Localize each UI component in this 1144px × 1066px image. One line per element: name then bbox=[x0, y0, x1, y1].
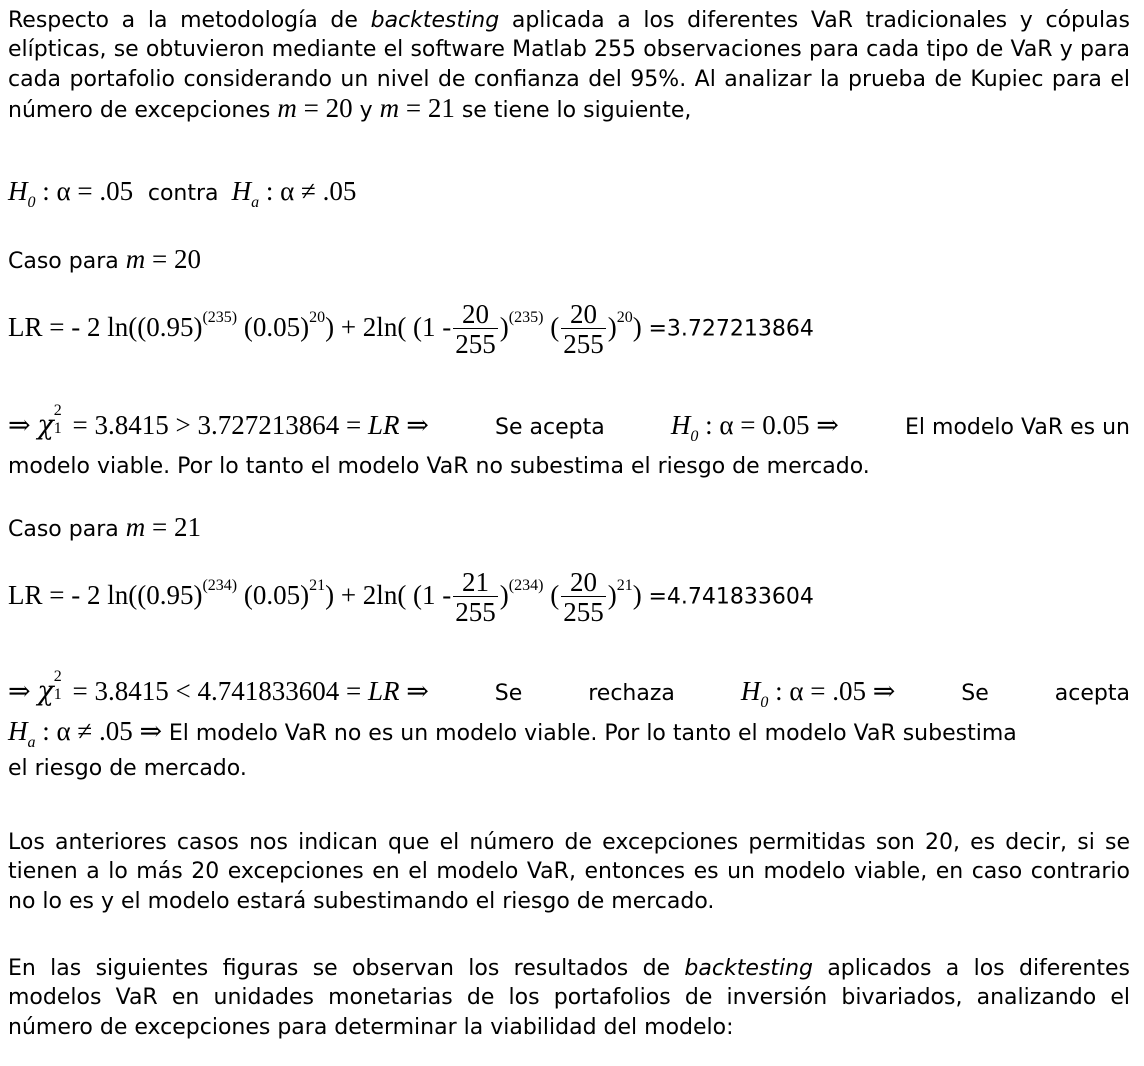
lr21-result: =4.741833604 bbox=[648, 584, 814, 610]
intro-text-c: se tiene lo siguiente, bbox=[454, 98, 692, 124]
case20-h0-sub: 0 bbox=[690, 428, 699, 445]
hypothesis-line bbox=[8, 176, 1130, 212]
chi21-symbol: χ bbox=[37, 676, 54, 707]
lr20-frac2-num: 20 bbox=[569, 299, 597, 329]
chi21-arrow2: ⇒ bbox=[399, 676, 429, 706]
case21-se1: Se bbox=[494, 681, 523, 706]
lr21-mid3: ( bbox=[543, 579, 560, 610]
intro-m1-eq: = 20 bbox=[296, 93, 353, 124]
lr20-fraction-1 bbox=[453, 300, 498, 359]
lr21-frac2-num: 20 bbox=[569, 567, 597, 597]
figures-emphasis: backtesting bbox=[684, 956, 813, 981]
lr20-exp3: (235) bbox=[508, 308, 544, 326]
ha-symbol: H bbox=[231, 176, 252, 206]
case21-label-text: Caso para bbox=[8, 517, 126, 542]
lr21-exp2: 21 bbox=[309, 576, 326, 594]
lr21-exp1: (234) bbox=[202, 576, 238, 594]
chi21-sup: 2 bbox=[53, 668, 62, 685]
h0-sub: 0 bbox=[27, 194, 36, 211]
intro-text-b: aplicada a los diferentes VaR tradicionales y cópulas elípticas, se obtuvieron mediante el software Matlab 255 observaciones para cada tipo de VaR y para cada portafolio considerando un nivel de confianza del 95%. Al analizar la prueba de Kupiec para el número de excepciones bbox=[8, 8, 1130, 124]
lr20-exp1: (235) bbox=[202, 308, 238, 326]
case21-eq: = 21 bbox=[145, 512, 201, 542]
intro-paragraph bbox=[8, 6, 1130, 126]
chi21-rest: = 3.8415 < 4.741833604 = bbox=[65, 676, 368, 706]
figures-paragraph bbox=[8, 954, 1130, 1042]
lr20-exp4: 20 bbox=[616, 308, 633, 326]
lr21-frac1-den: 255 bbox=[455, 597, 496, 627]
figures-text-a: En las siguientes figuras se observan los resultados de bbox=[8, 956, 685, 981]
case20-label bbox=[8, 244, 1130, 275]
chi20-arrow: ⇒ bbox=[8, 410, 31, 440]
case21-se2: Se bbox=[961, 681, 989, 706]
chi20-sup: 2 bbox=[53, 402, 62, 419]
lr21-mid1: (0.05) bbox=[237, 579, 310, 610]
case21-acepta: acepta bbox=[1054, 681, 1130, 706]
case21-ha-line bbox=[8, 716, 1130, 752]
lr20-frac1-num: 20 bbox=[462, 299, 490, 329]
ha-sub: a bbox=[251, 194, 260, 211]
lr20-result: =3.727213864 bbox=[648, 316, 814, 342]
case21-h0-rest: : α = .05 ⇒ bbox=[768, 676, 896, 706]
case21-h0: H bbox=[740, 676, 761, 706]
chi20-symbol: χ bbox=[37, 410, 54, 441]
lr20-frac2-den: 255 bbox=[563, 329, 604, 359]
lr21-frac2-den: 255 bbox=[563, 597, 604, 627]
lr20-end: ) bbox=[632, 311, 642, 342]
lr21-fraction-1 bbox=[453, 568, 498, 627]
case21-lr-equation: LR = - 2 $\ln((0.95)^{(234)}$ $(0.05)^{21}) + 2\ln$( (1 - $\frac{21}{255}$ )$^{(234)}$ ( $\frac{20}{255}$ )$^{21}$) =4.741833604 bbox=[8, 567, 814, 627]
lr21-fraction-2 bbox=[561, 568, 606, 627]
lr20-left: LR = - 2 ln((0.95) bbox=[8, 311, 203, 342]
case20-lr-equation: LR = - 2 $\ln((0.95)^{(235)}$ $(0.05)^{20}) + 2\ln$( (1 - $\frac{20}{255}$ )$^{(235)}$ ( $\frac{20}{255}$ )$^{20}$) =3.727213864 bbox=[8, 299, 814, 359]
case21-conclusion bbox=[8, 668, 1130, 783]
case20-h0: H bbox=[670, 410, 691, 440]
case21-label bbox=[8, 512, 1130, 543]
case21-concl: El modelo VaR no es un modelo viable. Por lo tanto el modelo VaR subestima bbox=[168, 721, 1017, 746]
chi21-arrow: ⇒ bbox=[8, 676, 31, 706]
lr20-fraction-2 bbox=[561, 300, 606, 359]
intro-m2-var: m bbox=[379, 93, 400, 124]
intro-emphasis: backtesting bbox=[370, 8, 500, 33]
case21-rechaza: rechaza bbox=[588, 681, 675, 706]
case20-label-text: Caso para bbox=[8, 249, 126, 274]
case20-conclusion bbox=[8, 402, 1130, 481]
case21-ha-sub: a bbox=[27, 734, 36, 751]
h0-symbol: H bbox=[8, 176, 28, 206]
lr21-mid2: ) + 2ln( (1 - bbox=[325, 579, 452, 610]
lr21-end: ) bbox=[632, 579, 642, 610]
lr21-exp4: 21 bbox=[616, 576, 633, 594]
case20-m: m bbox=[125, 244, 146, 274]
intro-and: y bbox=[352, 98, 380, 124]
figures-text-b: aplicados a los diferentes modelos VaR en unidades monetarias de los portafolios de inversión bivariados, analizando el número de excepciones para determinar la viabilidad del modelo: bbox=[8, 956, 1130, 1040]
case20-concl-b: modelo viable. Por lo tanto el modelo VaR no subestima el riesgo de mercado. bbox=[8, 454, 870, 479]
summary-paragraph: Los anteriores casos nos indican que el número de excepciones permitidas son 20, es decir, si se tienen a lo más 20 excepciones en el modelo VaR, entonces es un modelo viable, en caso contrario no lo es y el modelo estará subestimando el riesgo de mercado. bbox=[8, 830, 1130, 914]
chi20-arrow2: ⇒ bbox=[399, 410, 429, 440]
case21-m: m bbox=[125, 512, 146, 542]
chi20-rest: = 3.8415 > 3.727213864 = bbox=[65, 410, 368, 440]
case20-eq: = 20 bbox=[145, 244, 201, 274]
lr20-mid1: (0.05) bbox=[237, 311, 310, 342]
chi21-sub: 1 bbox=[53, 686, 62, 703]
lr20-mid2: ) + 2ln( (1 - bbox=[325, 311, 452, 342]
chi20-lr: LR bbox=[367, 410, 400, 440]
case21-ha: H bbox=[8, 716, 28, 746]
lr21-frac1-num: 21 bbox=[462, 567, 490, 597]
lr21-left: LR = - 2 ln((0.95) bbox=[8, 579, 203, 610]
case20-acepta: Se acepta bbox=[495, 415, 605, 440]
case20-h0-rest: : α = 0.05 ⇒ bbox=[698, 410, 839, 440]
lr20-mid3: ( bbox=[543, 311, 560, 342]
lr20-frac1-den: 255 bbox=[455, 329, 496, 359]
contra-word: contra bbox=[147, 181, 219, 206]
chi20-sub: 1 bbox=[53, 420, 62, 437]
intro-text-a: Respecto a la metodología de bbox=[8, 8, 371, 33]
case21-concl2: el riesgo de mercado. bbox=[8, 756, 247, 781]
case21-h0-sub: 0 bbox=[760, 694, 769, 711]
lr21-exp3: (234) bbox=[508, 576, 544, 594]
case20-concl-a: El modelo VaR es un bbox=[905, 415, 1130, 440]
chi21-lr: LR bbox=[367, 676, 400, 706]
lr20-exp2: 20 bbox=[309, 308, 326, 326]
ha-rest: : α ≠ .05 bbox=[259, 176, 357, 206]
intro-m2-eq: = 21 bbox=[399, 93, 455, 124]
case21-ha-rest: : α ≠ .05 ⇒ bbox=[35, 716, 163, 746]
h0-rest: : α = .05 bbox=[35, 176, 134, 206]
intro-m1-var: m bbox=[277, 93, 297, 124]
